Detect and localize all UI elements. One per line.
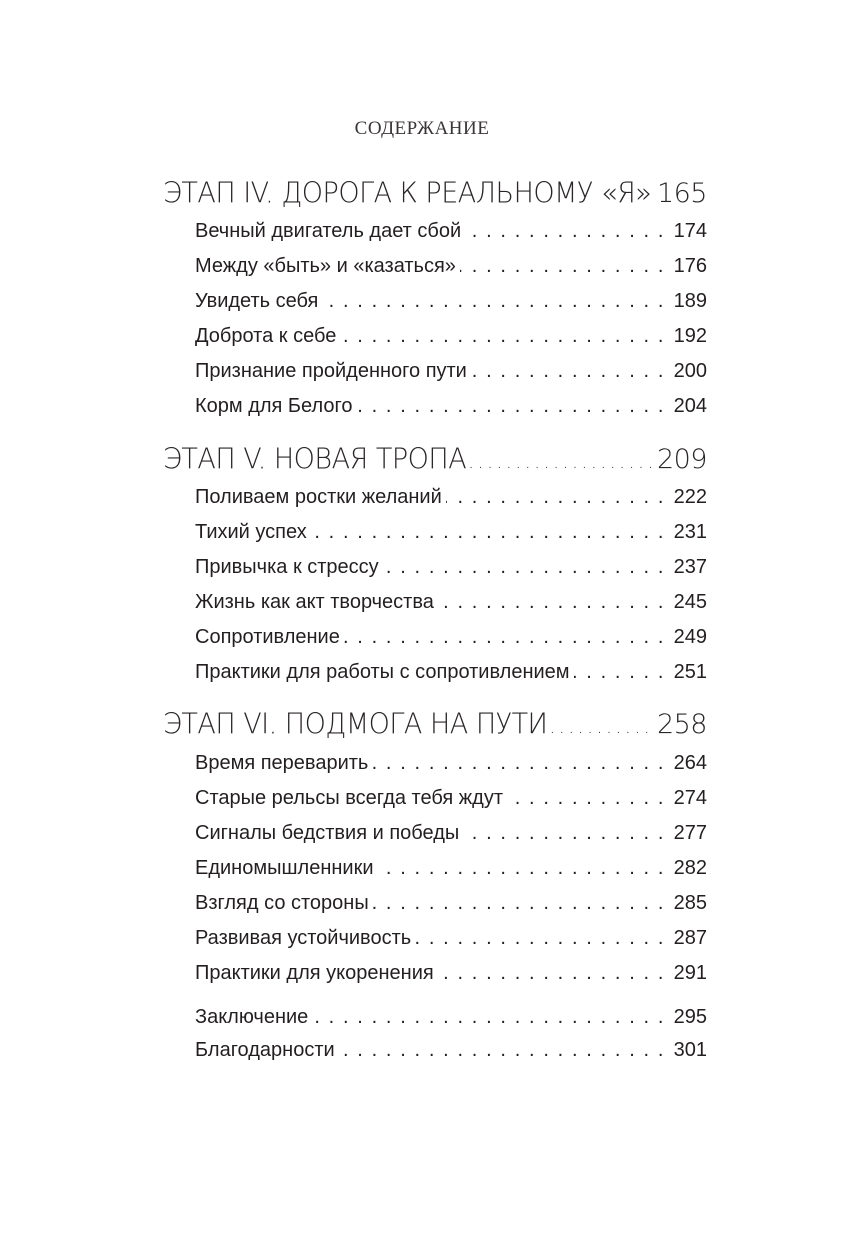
section-title-label: ЭТАП IV. ДОРОГА К РЕАЛЬНОМУ «Я» [163,177,652,210]
toc-entry-page: 174 [673,220,707,242]
toc-entry-page: 295 [673,1006,707,1028]
toc-entry-label: Привычка к стрессу [195,556,379,578]
toc-entry-label: Заключение [195,1006,309,1028]
toc-entry-label: Тихий успех [195,521,307,543]
toc-entry-label: Сигналы бедствия и победы [195,822,460,844]
dot-leader [357,395,665,418]
toc-entry[interactable] [195,591,707,614]
dot-leader [378,857,666,880]
dot-leader [468,452,655,473]
section-page-number: 165 [656,178,707,209]
dot-leader [312,1006,665,1029]
toc-entry-page: 200 [673,360,707,382]
toc-entry-label: Признание пройденного пути [195,360,467,382]
toc-entry-page: 251 [673,661,707,683]
dot-leader [574,661,665,684]
dot-leader [471,360,665,383]
toc-entry-page: 192 [673,325,707,347]
toc-entry-label: Вечный двигатель дает сбой [195,220,462,242]
toc-entry[interactable] [195,325,707,348]
toc-entry[interactable] [195,626,707,649]
toc-entry[interactable] [195,360,707,383]
toc-entry[interactable] [195,290,707,313]
toc-entry[interactable] [195,927,707,950]
toc-entry-page: 176 [673,255,707,277]
dot-leader [460,255,665,278]
toc-entry-label: Единомышленники [195,857,374,879]
toc-entry[interactable] [195,962,707,985]
dot-leader [463,822,665,845]
dot-leader [446,486,665,509]
section-title-vi[interactable] [163,709,707,740]
dot-leader [322,290,665,313]
toc-entry-page: 237 [673,556,707,578]
section-title-label: ЭТАП VI. ПОДМОГА НА ПУТИ [163,708,548,741]
toc-entry-label: Взгляд со стороны [195,892,369,914]
dot-leader [372,752,665,775]
dot-leader [653,186,655,207]
toc-entry-label: Время переварить [195,752,369,774]
toc-entry[interactable] [195,661,707,684]
section-title-label: ЭТАП V. НОВАЯ ТРОПА [163,443,467,476]
toc-entry-label: Практики для работы с сопротивлением [195,661,570,683]
toc-entry-page: 189 [673,290,707,312]
toc-entry-page: 282 [673,857,707,879]
toc-entry[interactable] [195,255,707,278]
toc-entry[interactable] [195,220,707,243]
dot-leader [507,787,665,810]
dot-leader [373,892,665,915]
toc-entry-page: 285 [673,892,707,914]
toc-entry-page: 291 [673,962,707,984]
dot-leader [340,325,665,348]
toc-entry-label: Сопротивление [195,626,340,648]
toc-entry-page: 222 [673,486,707,508]
dot-leader [465,220,665,243]
toc-entry-label: Увидеть себя [195,290,319,312]
toc-entry-page: 274 [673,787,707,809]
toc-entry-label: Между «быть» и «казаться» [195,255,456,277]
dot-leader [415,927,665,950]
dot-leader [344,626,665,649]
section-page-number: 209 [656,444,707,475]
section-title-iv[interactable] [163,178,707,209]
toc-entry-label: Развивая устойчивость [195,927,412,949]
dot-leader [549,717,655,738]
toc-entry-label: Жизнь как акт творчества [195,591,434,613]
toc-entry-page: 231 [673,521,707,543]
section-page-number: 258 [656,709,707,740]
toc-entry-label: Благодарности [195,1039,335,1061]
dot-leader [383,556,665,579]
toc-entry-label: Корм для Белого [195,395,353,417]
dot-leader [339,1039,665,1062]
toc-entry[interactable] [195,822,707,845]
toc-entry[interactable] [195,486,707,509]
toc-entry[interactable] [195,857,707,880]
dot-leader [311,521,665,544]
toc-entry-page: 249 [673,626,707,648]
page-heading: СОДЕРЖАНИЕ [354,118,490,139]
toc-entry-page: 277 [673,822,707,844]
toc-entry[interactable] [195,521,707,544]
toc-entry-label: Старые рельсы всегда тебя ждут [195,787,503,809]
toc-entry-label: Практики для укоренения [195,962,434,984]
toc-entry-page: 301 [673,1039,707,1061]
toc-entry-page: 264 [673,752,707,774]
section-title-v[interactable] [163,444,707,475]
toc-entry-acknowledgements[interactable] [195,1039,707,1062]
toc-entry[interactable] [195,787,707,810]
toc-entry[interactable] [195,395,707,418]
dot-leader [438,962,665,985]
dot-leader [438,591,665,614]
toc-entry-conclusion[interactable] [195,1006,707,1029]
toc-entry[interactable] [195,556,707,579]
toc-entry-page: 287 [673,927,707,949]
toc-entry-label: Доброта к себе [195,325,337,347]
toc-entry-page: 245 [673,591,707,613]
toc-entry-page: 204 [673,395,707,417]
toc-entry-label: Поливаем ростки желаний [195,486,442,508]
toc-entry[interactable] [195,752,707,775]
toc-entry[interactable] [195,892,707,915]
